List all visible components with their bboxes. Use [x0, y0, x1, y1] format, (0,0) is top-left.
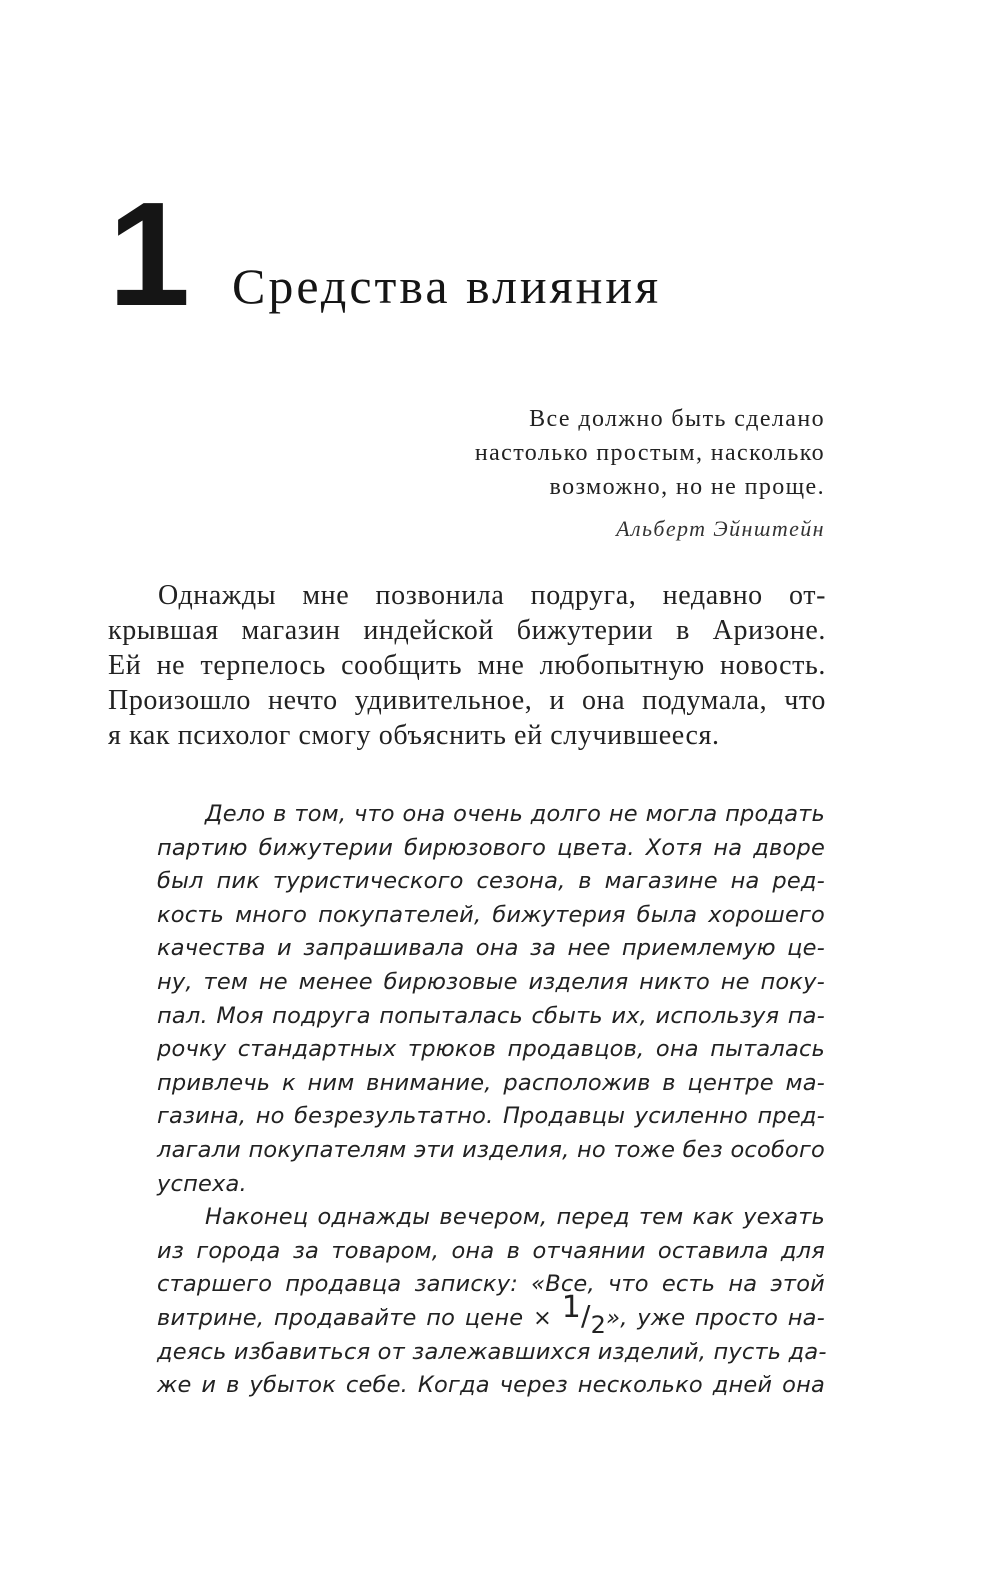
- fraction-line-before: витрине, продавайте по цене ×: [157, 1304, 553, 1331]
- epigraph-author: Альберт Эйнштейн: [616, 516, 825, 541]
- intro-line: я как психолог смогу объяснить ей случившееся.: [108, 720, 720, 751]
- story-line: кость много покупателей, бижутерия была хорошего: [157, 901, 825, 928]
- story-line: деясь избавиться от залежавшихся изделий, пусть да-: [157, 1338, 827, 1365]
- intro-line: крывшая магазин индейской бижутерии в Аризоне.: [108, 615, 826, 646]
- story-line: привлечь к ним внимание, расположив в центре ма-: [157, 1069, 825, 1096]
- story-line: успеха.: [157, 1170, 247, 1197]
- story-line: пал. Моя подруга попыталась сбыть их, используя па-: [157, 1002, 825, 1029]
- chapter-heading: [108, 172, 908, 337]
- fraction-numerator: 1: [561, 1289, 581, 1325]
- epigraph-line: возможно, но не проще.: [549, 474, 825, 500]
- story-line: Дело в том, что она очень долго не могла продать: [205, 801, 825, 827]
- chapter-number: 1: [108, 172, 187, 337]
- story-line: партию бижутерии бирюзового цвета. Хотя на дворе: [157, 834, 825, 861]
- fraction-denominator: 2: [590, 1310, 607, 1339]
- epigraph: [420, 402, 825, 544]
- epigraph-line: Все должно быть сделано: [529, 406, 825, 432]
- story-line: рочку стандартных трюков продавцов, она пыталась: [157, 1036, 825, 1063]
- story-line: старшего продавца записку: «Все, что есть на этой: [157, 1271, 825, 1298]
- story-line-fraction: [157, 1289, 825, 1339]
- story-line: ну, тем не менее бирюзовые изделия никто не поку-: [157, 968, 825, 995]
- story-line: газина, но безрезультатно. Продавцы усиленно пред-: [157, 1103, 825, 1130]
- story-line: из города за товаром, она в отчаянии оставила для: [157, 1237, 825, 1264]
- intro-line: Ей не терпелось сообщить мне любопытную новость.: [108, 650, 826, 681]
- epigraph-line: настолько простым, насколько: [474, 440, 825, 466]
- chapter-title: Средства влияния: [232, 258, 662, 314]
- intro-line: Однажды мне позвонила подруга, недавно от-: [158, 580, 826, 611]
- story-line: лагали покупателям эти изделия, но тоже без особого: [157, 1136, 825, 1163]
- story-line: был пик туристического сезона, в магазине на ред-: [157, 868, 825, 895]
- story-block: [157, 798, 825, 1403]
- intro-paragraph: [108, 578, 826, 753]
- story-line: же и в убыток себе. Когда через несколько дней она: [157, 1372, 825, 1399]
- story-line: Наконец однажды вечером, перед тем как уехать: [205, 1204, 825, 1231]
- fraction-line-after: », уже просто на-: [606, 1304, 825, 1331]
- fraction-slash: /: [580, 1298, 591, 1332]
- intro-line: Произошло нечто удивительное, и она подумала, что: [108, 685, 826, 716]
- story-line: качества и запрашивала она за нее приемлемую це-: [157, 935, 825, 962]
